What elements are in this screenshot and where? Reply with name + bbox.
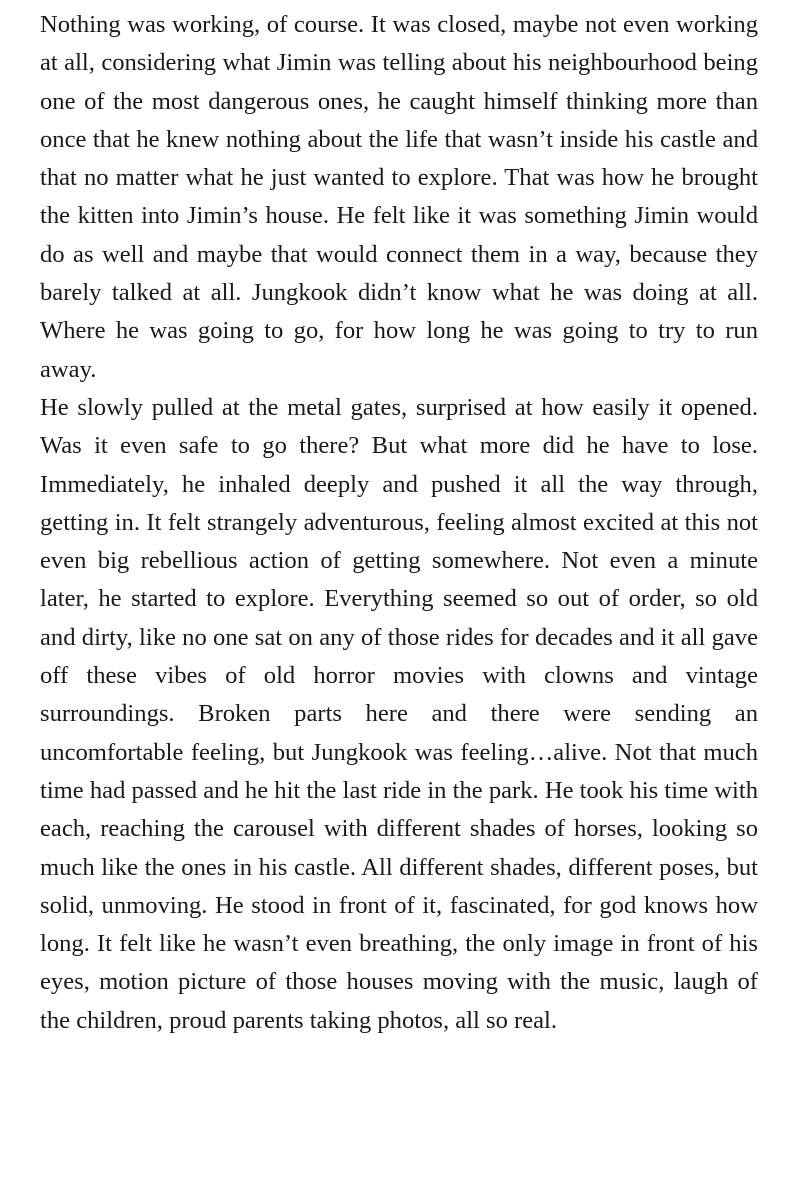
document-page	[40, 0, 758, 1200]
paragraph-2: He slowly pulled at the metal gates, surprised at how easily it opened. Was it even safe to go there? But what more did he have to lose. Immediately, he inhaled deeply and pushed it all the way through, getting in. It felt strangely adventurous, feeling almost excited at this not even big rebellious action of getting somewhere. Not even a minute later, he started to explore. Everything seemed so out of order, so old and dirty, like no one sat on any of those rides for decades and it all gave off these vibes of old horror movies with clowns and vintage surroundings. Broken parts here and there were sending an uncomfortable feeling, but Jungkook was feeling…alive. Not that much time had passed and he hit the last ride in the park. He took his time with each, reaching the carousel with different shades of horses, looking so much like the ones in his castle. All different shades, different poses, but solid, unmoving. He stood in front of it, fascinated, for god knows how long. It felt like he wasn’t even breathing, the only image in front of his eyes, motion picture of those houses moving with the music, laugh of the children, proud parents taking photos, all so real.	[40, 393, 758, 1034]
paragraph-1: Nothing was working, of course. It was closed, maybe not even working at all, considering what Jimin was telling about his neighbourhood being one of the most dangerous ones, he caught himself thinking more than once that he knew nothing about the life that wasn’t inside his castle and that no matter what he just wanted to explore. That was how he brought the kitten into Jimin’s house. He felt like it was something Jimin would do as well and maybe that would connect them in a way, because they barely talked at all. Jungkook didn’t know what he was doing at all. Where he was going to go, for how long he was going to try to run away.	[40, 11, 758, 383]
